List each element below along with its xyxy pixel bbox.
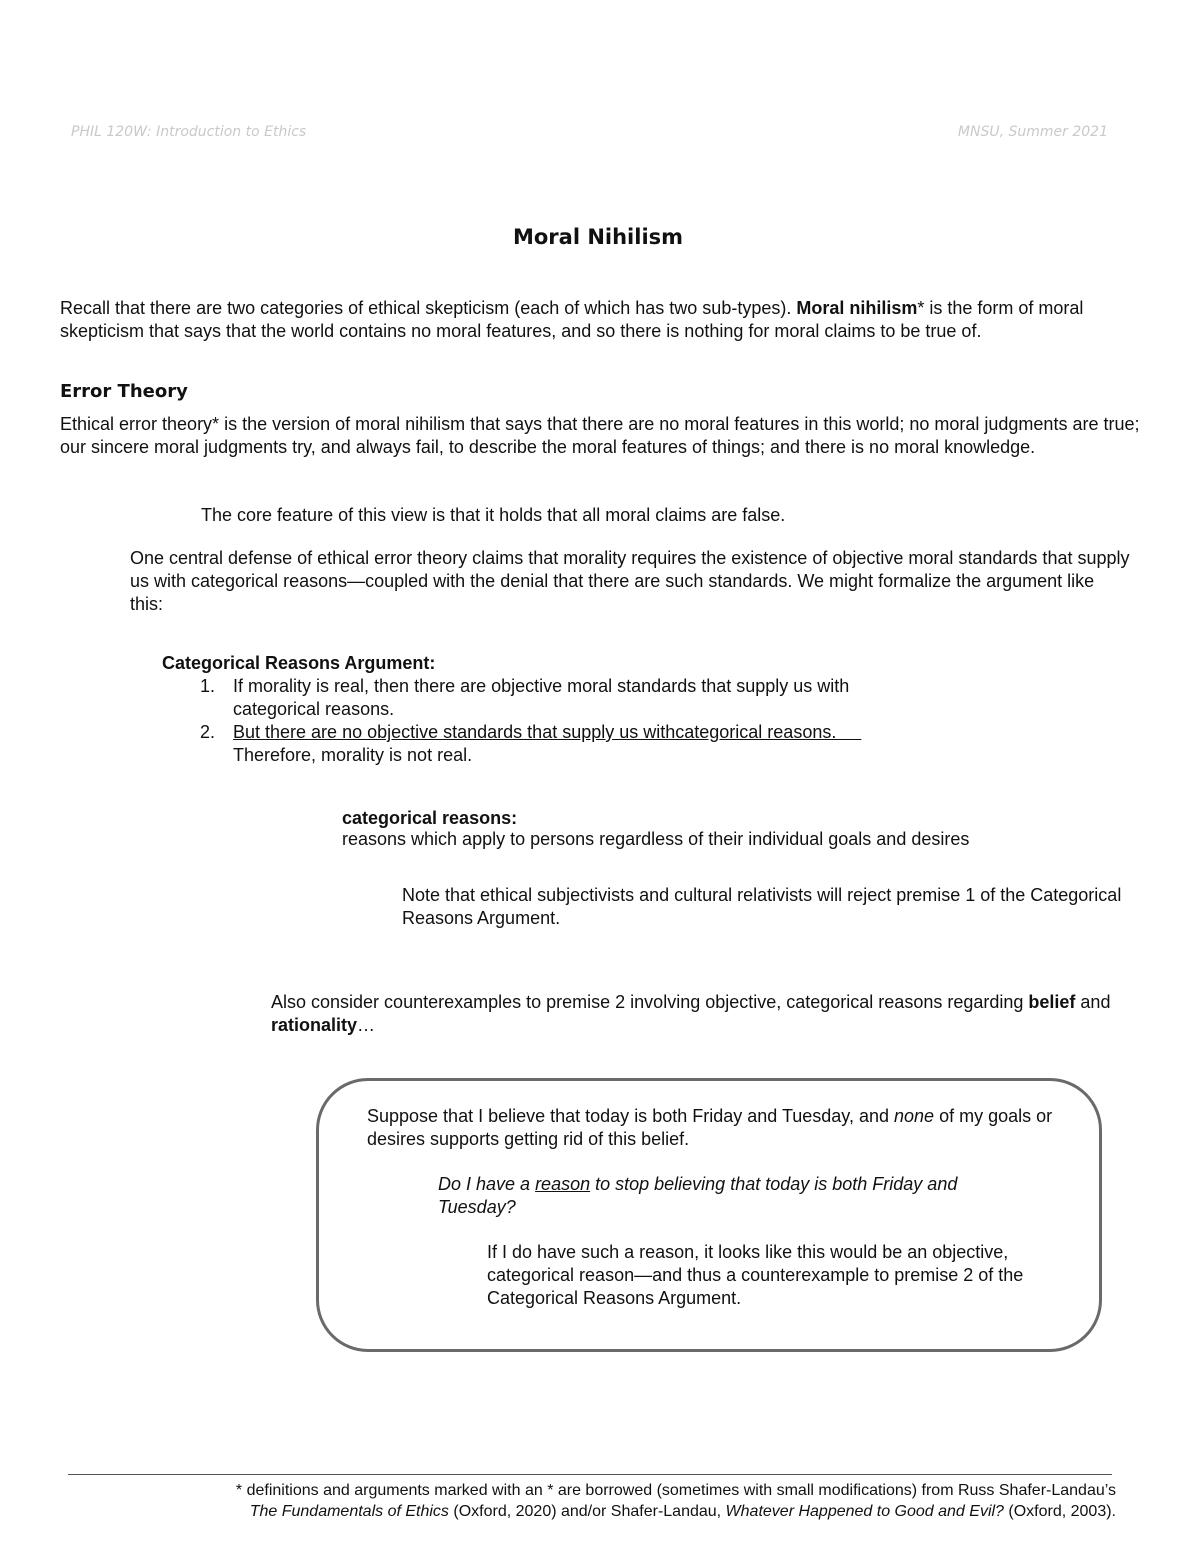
premise-1: 1. If morality is real, then there are objective moral standards that supply us with categorical reasons. [200,676,850,719]
page-title: Moral Nihilism [512,225,684,249]
premise-2: 2. But there are no objective standards that supply us withcategorical reasons. [200,722,862,742]
footnote-divider [68,1474,1112,1475]
definition-term: categorical reasons: [342,808,518,828]
course-header: PHIL 120W: Introduction to Ethics [71,124,307,140]
suppose-text: Suppose that I believe that today is both Friday and Tuesday, and none of my goals or desires supports getting rid of this belief. [367,1106,1053,1149]
error-theory-definition: Ethical error theory* is the version of moral nihilism that says that there are no moral features in this world; no moral judgments are true; our sincere moral judgments try, and always fail, to describe the moral features of things; and there is no moral knowledge. [60,414,1140,457]
relativist-note: Note that ethical subjectivists and cultural relativists will reject premise 1 of the Categorical Reasons Argument. [402,885,1122,928]
core-feature-text: The core feature of this view is that it holds that all moral claims are false. [201,505,786,525]
moral-nihilism-term: Moral nihilism [796,298,918,318]
defense-paragraph: One central defense of ethical error theory claims that morality requires the existence of objective moral standards that supply us with categorical reasons—coupled with the denial that there are such standards. We might formalize the argument like this: [130,548,1130,614]
argument-conclusion: Therefore, morality is not real. [233,745,473,765]
intro-paragraph: Recall that there are two categories of ethical skepticism (each of which has two sub-types). Moral nihilism* is the form of moral skepticism that says that the world contains no moral features, and so there is nothing for moral claims to be true of. [60,298,1084,341]
definition-text: reasons which apply to persons regardless of their individual goals and desires [342,829,970,849]
counterexample-answer: If I do have such a reason, it looks like this would be an objective, categorical reason—and thus a counterexample to premise 2 of the Categorical Reasons Argument. [487,1242,1024,1308]
error-theory-heading: Error Theory [60,381,188,402]
term-header: MNSU, Summer 2021 [957,124,1108,140]
premise-list [200,675,920,744]
footnote: * definitions and arguments marked with an * are borrowed (sometimes with small modifications) from Russ Shafer-Landau’s The Fundamentals of Ethics (Oxford, 2020) and/or Shafer-Landau, Whatever Happened to Good and Evil? (Oxford, 2003). [235,1482,1116,1520]
argument-heading: Categorical Reasons Argument: [162,653,436,673]
reason-question: Do I have a reason to stop believing that today is both Friday and Tuesday? [438,1174,958,1217]
counterexamples-paragraph: Also consider counterexamples to premise 2 involving objective, categorical reasons regarding belief and rationality… [271,992,1111,1035]
